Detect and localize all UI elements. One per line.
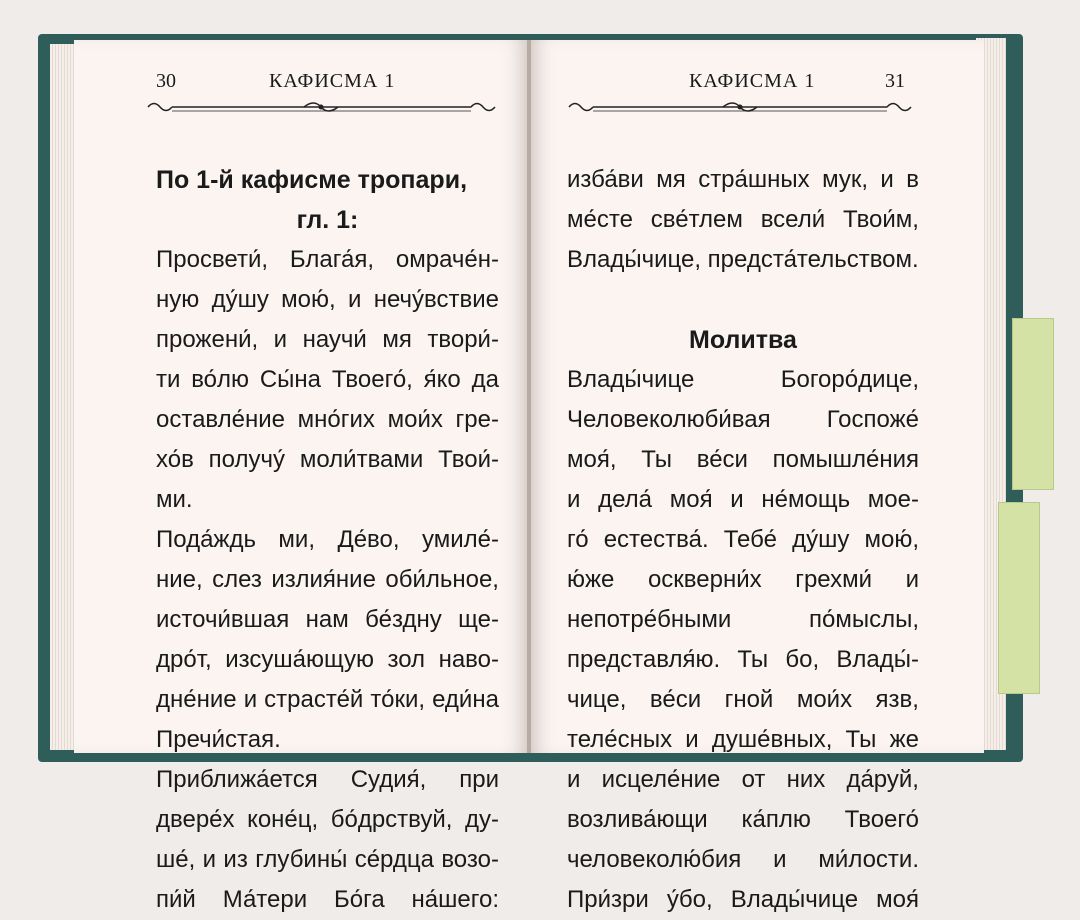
word: Пречи́стая. xyxy=(156,726,281,753)
word: мою́, xyxy=(864,526,919,553)
word: све́тлем xyxy=(650,206,743,233)
word: дне́ние xyxy=(156,686,237,713)
word: Госпоже́ xyxy=(826,406,919,433)
word: по́мыслы, xyxy=(808,606,919,633)
text-line xyxy=(156,800,499,840)
word: мою́, xyxy=(281,286,336,313)
word: ду- xyxy=(465,806,499,833)
left-page-text xyxy=(156,160,499,920)
word: ка́плю xyxy=(741,806,811,833)
ornament-divider-icon xyxy=(144,98,499,116)
word: ю́же xyxy=(567,566,615,593)
word: бо́дрствуй, xyxy=(330,806,453,833)
ornament-divider-icon xyxy=(565,98,915,116)
word: Блага́я, xyxy=(289,246,374,273)
text-line xyxy=(567,320,919,360)
word: ве́си xyxy=(696,446,748,473)
word: нечу́вствие xyxy=(373,286,499,313)
word: глубины́ xyxy=(255,846,348,873)
word: моли́твами xyxy=(299,446,424,473)
text-line xyxy=(156,560,499,600)
word: Твоего́ xyxy=(844,806,919,833)
word: ми. xyxy=(156,486,193,513)
text-line xyxy=(156,760,499,800)
text-line xyxy=(567,800,919,840)
word: ную xyxy=(156,286,200,313)
word: твори́- xyxy=(427,326,499,353)
text-line xyxy=(567,160,919,200)
page-number: 30 xyxy=(156,70,176,92)
word: моя́, xyxy=(567,446,617,473)
text-line xyxy=(567,480,919,520)
text-line xyxy=(567,440,919,480)
text-line xyxy=(567,240,919,280)
word: из xyxy=(223,846,248,873)
word: и xyxy=(685,726,699,753)
word: помышле́ния xyxy=(772,446,919,473)
word: ду́шу xyxy=(792,526,850,553)
word: представля́ю. xyxy=(567,646,721,673)
text-line xyxy=(567,280,919,320)
word: излия́ние xyxy=(271,566,376,593)
word: них xyxy=(786,766,826,793)
word: Сы́на xyxy=(259,366,322,393)
text-line xyxy=(567,560,919,600)
word: оставле́ние xyxy=(156,406,285,433)
text-line xyxy=(156,880,499,920)
text-line xyxy=(567,520,919,560)
word: и xyxy=(243,686,258,713)
word: изсуша́ющую xyxy=(225,646,374,673)
running-title: КАФИСМА 1 xyxy=(269,70,396,92)
word: Твои́- xyxy=(438,446,499,473)
word: бе́здну xyxy=(365,606,442,633)
word: ние, xyxy=(156,566,203,593)
word: и xyxy=(273,326,288,353)
word: Человеколюби́вая xyxy=(567,406,771,433)
word: ти xyxy=(156,366,181,393)
text-line xyxy=(156,440,499,480)
word: мно́гих xyxy=(297,406,375,433)
word: не́мощь xyxy=(761,486,851,513)
text-line xyxy=(567,360,919,400)
word: от xyxy=(741,766,766,793)
text-line xyxy=(567,640,919,680)
word: получу́ xyxy=(208,446,285,473)
word: Судия́, xyxy=(350,766,427,793)
word: Ма́тери xyxy=(222,886,308,913)
word: и xyxy=(730,486,744,513)
word: се́рдца xyxy=(354,846,434,873)
word: в xyxy=(906,166,919,193)
word: стра́шных xyxy=(698,166,810,193)
word: грехми́ xyxy=(795,566,873,593)
word: душе́вных, xyxy=(711,726,833,753)
text-line xyxy=(567,680,919,720)
text-line xyxy=(567,400,919,440)
word: омраче́н- xyxy=(395,246,499,273)
word: и xyxy=(567,486,581,513)
word: у́бо, xyxy=(666,886,713,913)
word: Молитва xyxy=(689,326,797,354)
text-line xyxy=(156,240,499,280)
word: во́лю xyxy=(191,366,250,393)
word: мя xyxy=(382,326,412,353)
text-line xyxy=(156,520,499,560)
word: ми́лости. xyxy=(818,846,919,873)
word: и xyxy=(905,566,919,593)
word: теле́сных xyxy=(567,726,673,753)
word: моя́ xyxy=(876,886,919,913)
text-line xyxy=(156,160,499,200)
word: Просвети́, xyxy=(156,246,269,273)
word: оби́льное, xyxy=(385,566,499,593)
word: чице, xyxy=(567,686,627,713)
word: ве́си xyxy=(649,686,702,713)
word: мук, xyxy=(822,166,868,193)
word: бо, xyxy=(785,646,820,673)
text-line xyxy=(156,360,499,400)
word: гной xyxy=(724,686,774,713)
word: нам xyxy=(305,606,349,633)
word: ми, xyxy=(278,526,315,553)
word: моя́ xyxy=(669,486,713,513)
text-line xyxy=(156,840,499,880)
word: человеколю́бия xyxy=(567,846,742,873)
word: пи́й xyxy=(156,886,196,913)
word: Влады́чице xyxy=(730,886,859,913)
left-page xyxy=(74,40,529,913)
right-page xyxy=(529,40,984,913)
word: Ты xyxy=(845,726,877,753)
word: и xyxy=(880,166,894,193)
text-line xyxy=(156,600,499,640)
text-line xyxy=(156,280,499,320)
word: ме́сте xyxy=(567,206,633,233)
word: Пода́ждь xyxy=(156,526,256,553)
word: мои́х xyxy=(796,686,853,713)
text-line xyxy=(567,200,919,240)
word: Приближа́ется xyxy=(156,766,318,793)
running-title: КАФИСМА 1 xyxy=(689,70,816,92)
word: коне́ц, xyxy=(247,806,319,833)
word: дро́т, xyxy=(156,646,212,673)
word: гре- xyxy=(455,406,499,433)
word: двере́х xyxy=(156,806,235,833)
word: наво- xyxy=(438,646,499,673)
text-line xyxy=(156,320,499,360)
text-line xyxy=(156,680,499,720)
word: Бо́га xyxy=(334,886,385,913)
word: и xyxy=(773,846,787,873)
word: источи́вшая xyxy=(156,606,290,633)
word: мое- xyxy=(867,486,919,513)
book-spine xyxy=(527,40,531,753)
word: Тебе́ xyxy=(723,526,777,553)
word: Твои́м, xyxy=(842,206,919,233)
word: При́зри xyxy=(567,886,649,913)
word: го́ xyxy=(567,526,589,553)
word: ще- xyxy=(458,606,499,633)
word: страсте́й xyxy=(264,686,364,713)
text-line xyxy=(567,760,919,800)
text-line xyxy=(156,480,499,520)
word: Де́во, xyxy=(337,526,400,553)
word: зол xyxy=(387,646,426,673)
word: мои́х xyxy=(387,406,443,433)
text-line xyxy=(156,200,499,240)
right-page-text xyxy=(567,160,919,920)
word: и xyxy=(347,286,362,313)
word: умиле́- xyxy=(421,526,499,553)
word: Твоего́, xyxy=(331,366,413,393)
word: прожени́, xyxy=(156,326,259,353)
word: возо- xyxy=(441,846,499,873)
word: Ты xyxy=(737,646,769,673)
page-number: 31 xyxy=(885,70,905,92)
bookmark-ribbon xyxy=(1012,318,1054,490)
word: то́ки, xyxy=(370,686,426,713)
text-line xyxy=(567,880,919,920)
word: Влады́чице xyxy=(567,366,695,393)
word: и xyxy=(567,766,581,793)
word: хо́в xyxy=(156,446,194,473)
word: По 1-й кафисме тропари, xyxy=(156,166,468,194)
word: гл. 1: xyxy=(296,206,359,234)
word: непотре́бными xyxy=(567,606,732,633)
right-page-header xyxy=(529,70,984,94)
text-line xyxy=(567,720,919,760)
text-line xyxy=(156,640,499,680)
word: язв, xyxy=(875,686,919,713)
word: изба́ви xyxy=(567,166,644,193)
word: слез xyxy=(212,566,262,593)
word: всели́ xyxy=(760,206,826,233)
word: и xyxy=(202,846,217,873)
bookmark-ribbon xyxy=(998,502,1040,694)
word: исцеле́ние xyxy=(601,766,721,793)
word: Ты xyxy=(641,446,673,473)
word: научи́ xyxy=(302,326,367,353)
word: на́шего: xyxy=(411,886,499,913)
word: естества́. xyxy=(603,526,709,553)
text-line xyxy=(567,600,919,640)
word: ше́, xyxy=(156,846,196,873)
word: еди́на xyxy=(432,686,499,713)
word: да xyxy=(471,366,499,393)
word: ду́шу xyxy=(211,286,269,313)
left-page-header xyxy=(74,70,529,94)
word: мя xyxy=(656,166,686,193)
word: я́ко xyxy=(423,366,461,393)
word: да́руй, xyxy=(846,766,919,793)
word: же xyxy=(889,726,919,753)
word: Богоро́дице, xyxy=(780,366,919,393)
word: дела́ xyxy=(598,486,653,513)
word: оскверни́х xyxy=(647,566,762,593)
word: при xyxy=(459,766,499,793)
word: возлива́ющи xyxy=(567,806,708,833)
text-line xyxy=(156,400,499,440)
word: Влады́чице, предста́тельством. xyxy=(567,246,919,273)
text-line xyxy=(156,720,499,760)
word: Влады́- xyxy=(836,646,919,673)
text-line xyxy=(567,840,919,880)
